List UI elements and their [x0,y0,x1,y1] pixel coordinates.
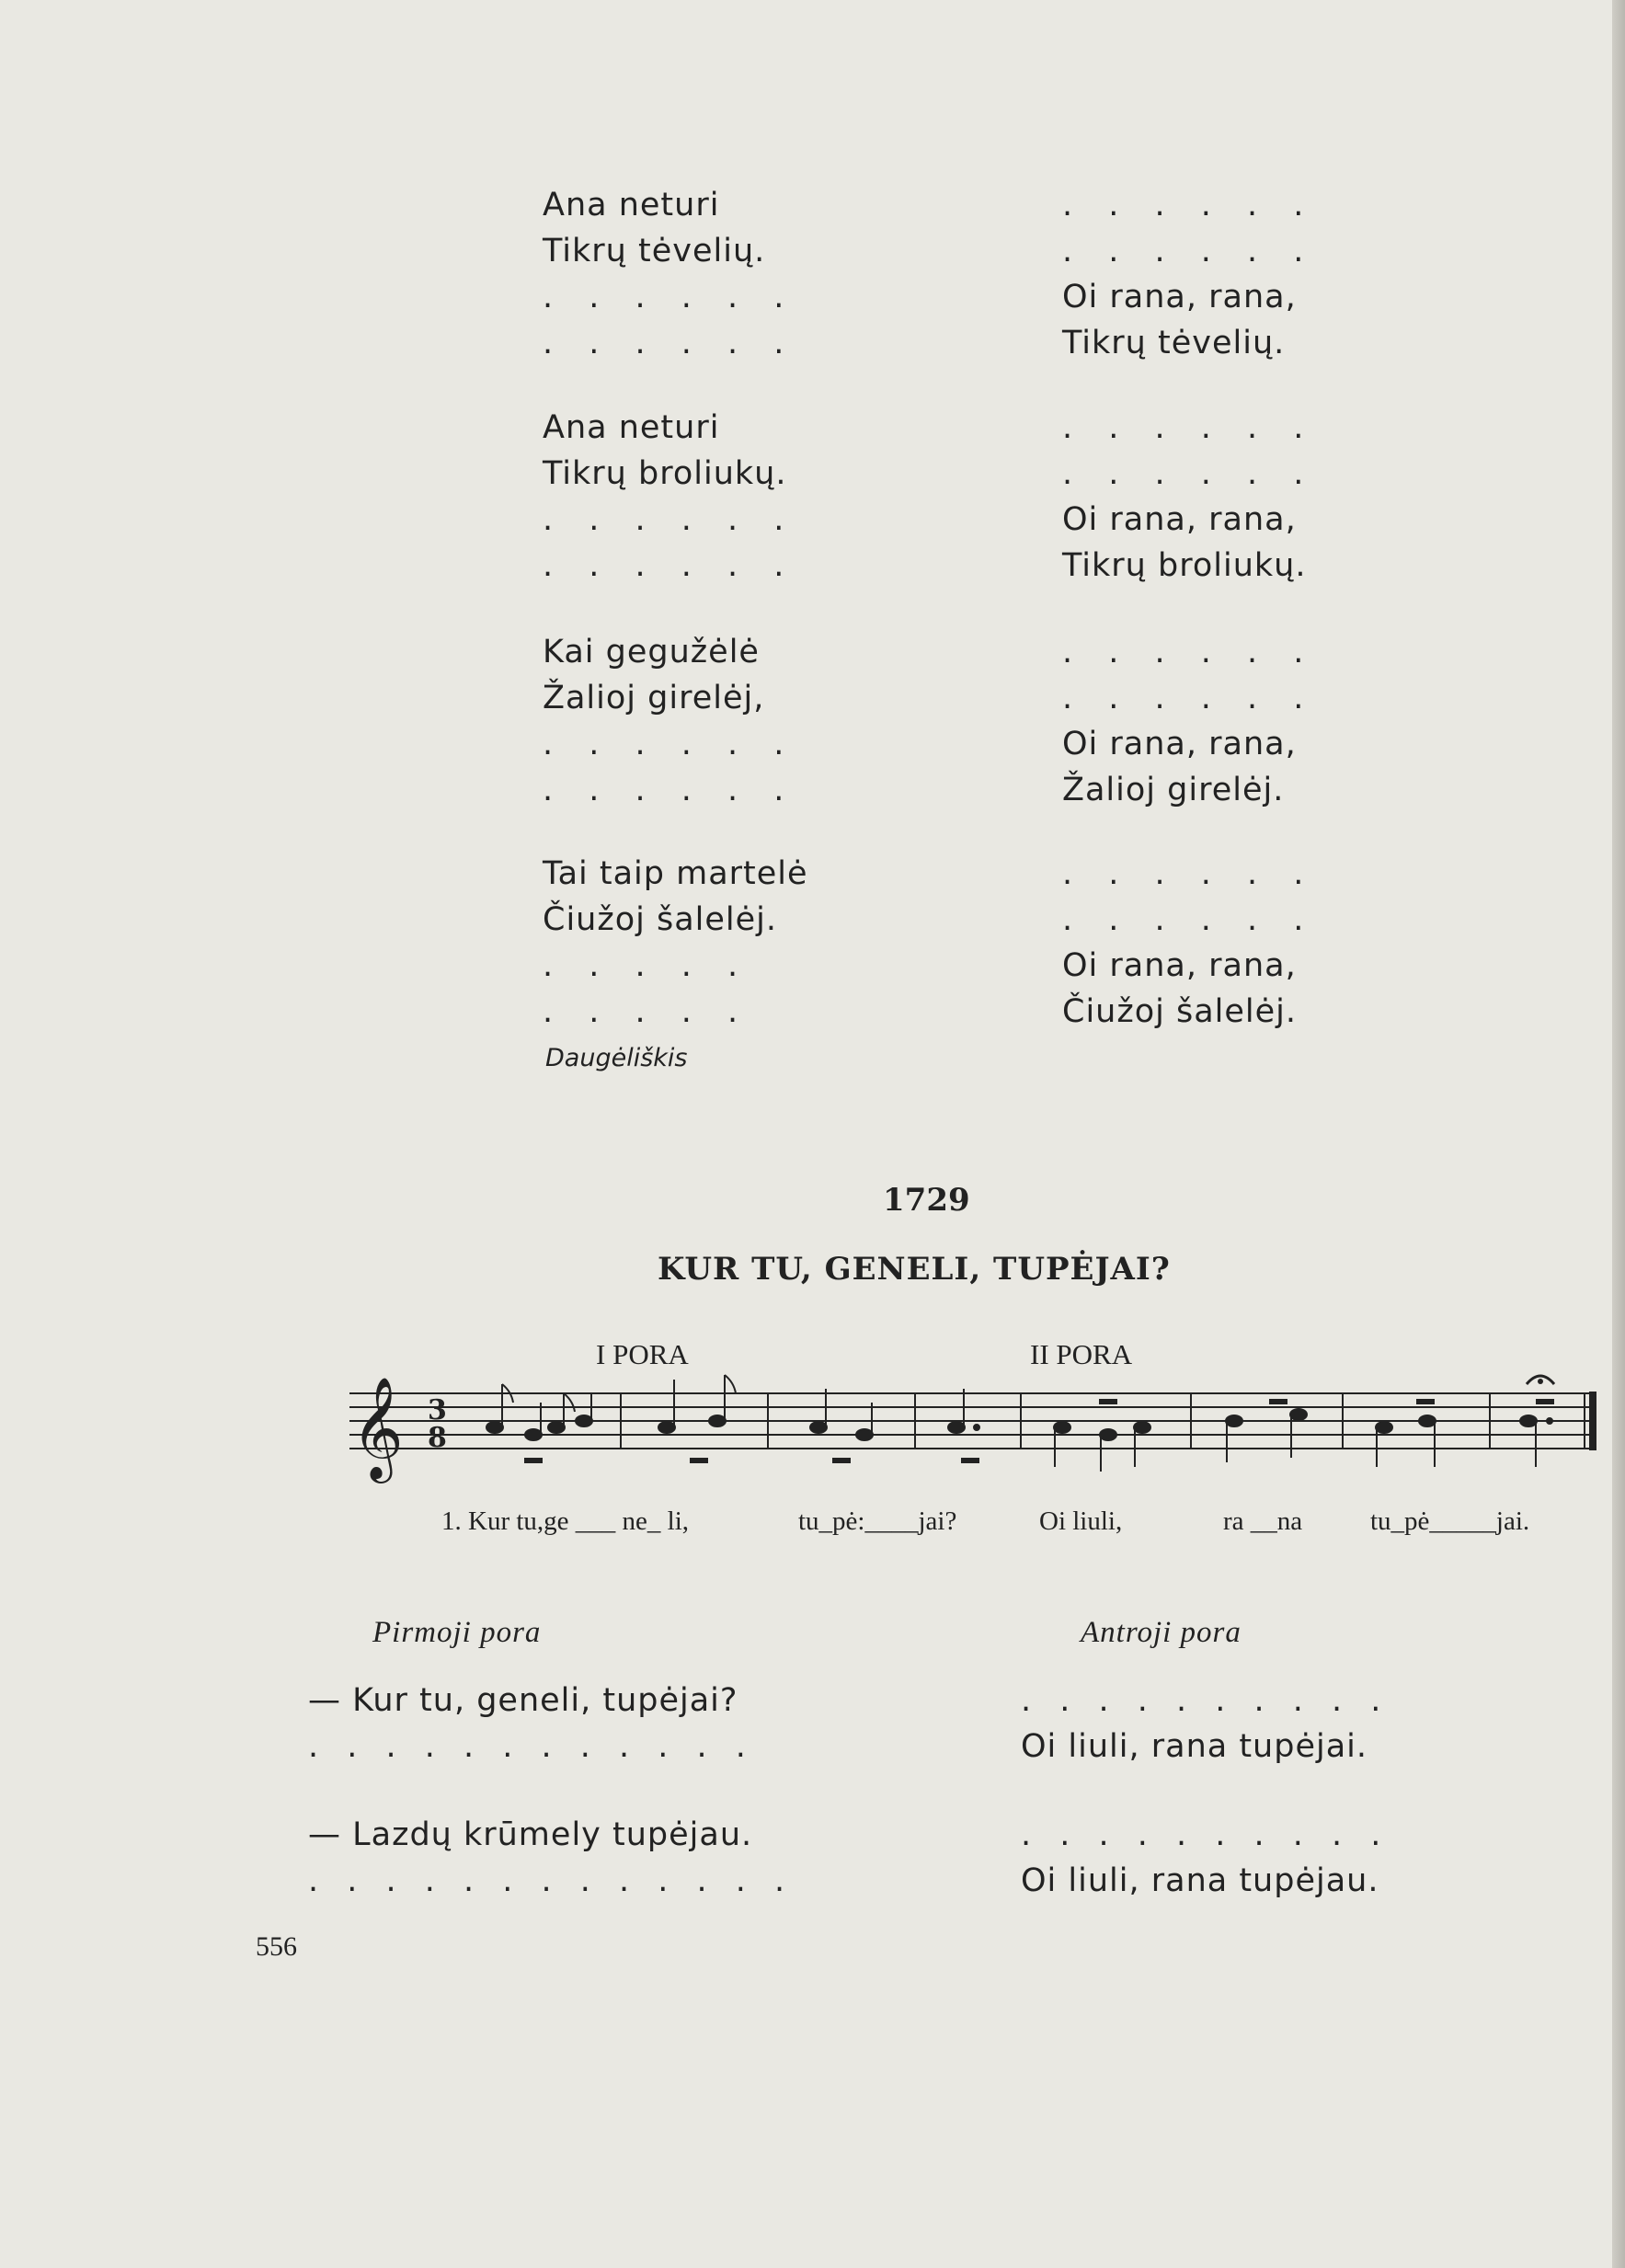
refrain-line: Oi rana, rana, [1062,279,1297,315]
page-edge [1612,0,1625,2268]
stanza-line: Tikrų broliukų. [543,455,787,492]
ellipsis-line: . . . . . . . . . . [1021,1816,1390,1853]
refrain-line: Tikrų broliukų. [1062,547,1307,584]
music-lyric: tu_pė:____jai? [798,1506,957,1536]
ellipsis-line: . . . . . . [1062,634,1317,670]
music-lyric: tu_pė_____jai. [1370,1506,1530,1536]
stanza-line: Tai taip martelė [543,855,808,892]
stanza-line: Ana neturi [543,409,720,446]
dialogue-line: — Kur tu, geneli, tupėjai? [308,1682,738,1719]
ellipsis-line: . . . . . . [1062,233,1317,269]
dialogue-line: — Lazdų krūmely tupėjau. [308,1816,753,1853]
ellipsis-line: . . . . . . . . . . . . . [308,1862,795,1899]
ellipsis-line: . . . . . . . . . . [1021,1682,1390,1719]
refrain-line: Oi rana, rana, [1062,726,1297,762]
ellipsis-line: . . . . . . [1062,901,1317,938]
song-number: 1729 [883,1182,970,1219]
part-label-second-pair: II PORA [1030,1338,1133,1370]
music-staff [349,1366,1600,1495]
refrain-line: Čiužoj šalelėj. [1062,993,1298,1030]
dialogue-line: Oi liuli, rana tupėjai. [1021,1728,1368,1765]
ellipsis-line: . . . . . . [1062,455,1317,492]
stanza-line: Kai gegužėlė [543,634,760,670]
music-lyric: ra __na [1223,1506,1303,1536]
svg-text:3: 3 [428,1394,447,1426]
svg-text:8: 8 [428,1422,447,1454]
refrain-line: Tikrų tėvelių. [1062,325,1286,361]
refrain-line: Oi rana, rana, [1062,501,1297,538]
stanza-line: Tikrų tėvelių. [543,233,766,269]
song-title: KUR TU, GENELI, TUPĖJAI? [658,1251,1171,1288]
ellipsis-line: . . . . . . [543,547,797,584]
ellipsis-line: . . . . . . [1062,409,1317,446]
ellipsis-line: . . . . . . [1062,187,1317,223]
treble-clef-icon: 𝄞 [351,1376,404,1479]
music-lyric: 1. Kur tu,ge ___ ne_ li, [441,1506,690,1536]
refrain-line: Oi rana, rana, [1062,947,1297,984]
stanza-line: Žalioj girelėj, [543,680,765,716]
ellipsis-line: . . . . . . [1062,680,1317,716]
dialogue-line: Oi liuli, rana tupėjau. [1021,1862,1379,1899]
ellipsis-line: . . . . . . [543,279,797,315]
place-of-recording: Daugėliškis [545,1044,688,1072]
ellipsis-line: . . . . . . [543,325,797,361]
ellipsis-line: . . . . . [543,993,751,1030]
ellipsis-line: . . . . . . [543,772,797,808]
ellipsis-line: . . . . . . [543,501,797,538]
part-label-first-pair: I PORA [596,1338,689,1370]
ellipsis-line: . . . . . . . . . . . . [308,1728,755,1765]
ellipsis-line: . . . . . [543,947,751,984]
stanza-line: Čiužoj šalelėj. [543,901,778,938]
second-pair-heading: Antroji pora [1081,1616,1242,1649]
refrain-line: Žalioj girelėj. [1062,772,1285,808]
page-number: 556 [256,1931,297,1962]
ellipsis-line: . . . . . . [543,726,797,762]
music-lyric: Oi liuli, [1039,1506,1123,1536]
first-pair-heading: Pirmoji pora [372,1616,542,1649]
stanza-line: Ana neturi [543,187,720,223]
ellipsis-line: . . . . . . [1062,855,1317,892]
